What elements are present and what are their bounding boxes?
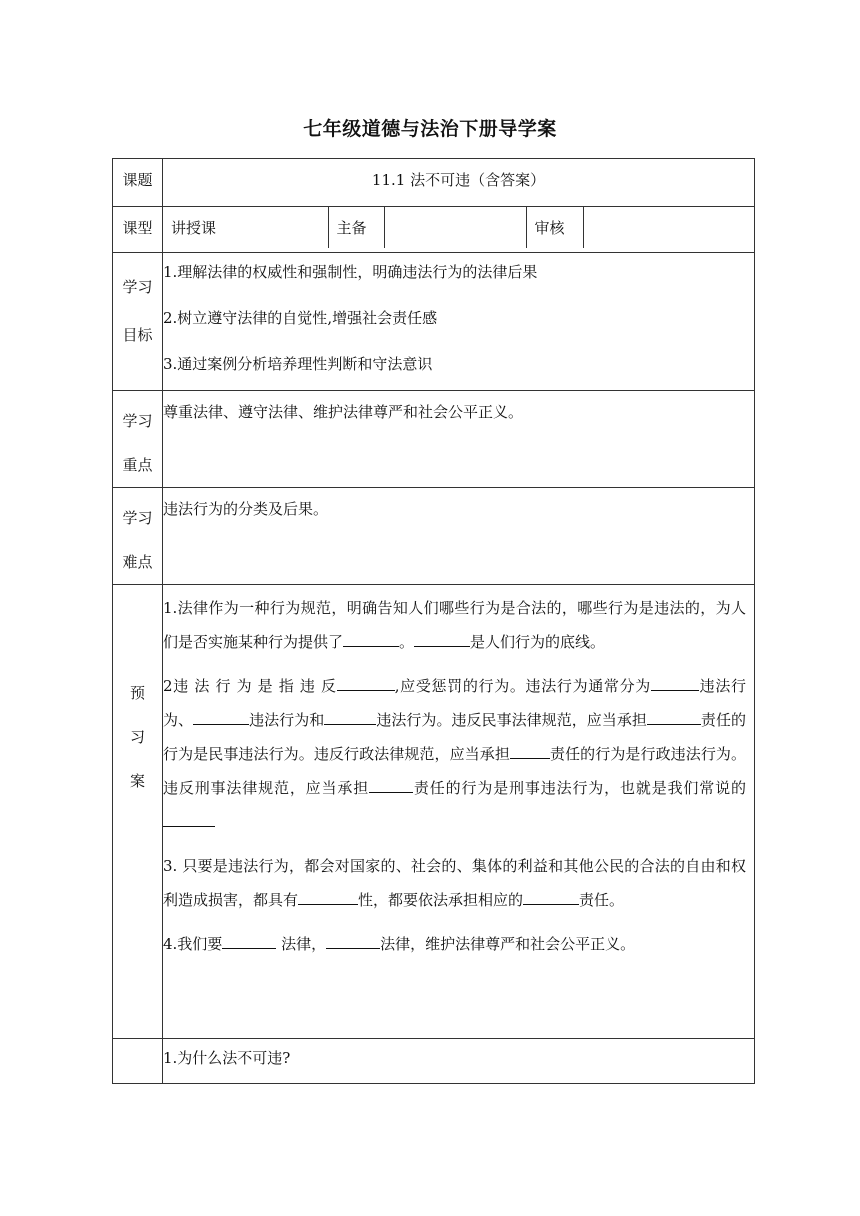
type-label: 课型: [113, 207, 163, 253]
preview-paragraph-2: 2违 法 行 为 是 指 违 反 ,应受惩罚的行为。违法行为通常分为 违法行为、 违法行为和 违法行为。违反民事法律规范，应当承担 责任的行为是民事违法行为。违反行政法律规范，应当承担 责任的行为是行政违法行为。违反刑事法律规范，应当承担 责任的行为是刑事违法行为，也就是我们常说的: [163, 669, 746, 839]
reviewer-value: [583, 207, 754, 248]
difficulties-label: 学习 难点: [113, 488, 163, 585]
answer-blank[interactable]: [324, 708, 376, 725]
topic-value: 11.1 法不可违（含答案）: [163, 159, 755, 207]
answer-blank[interactable]: [343, 630, 399, 647]
answer-blank[interactable]: [369, 776, 413, 793]
answer-blank[interactable]: [414, 630, 470, 647]
answer-blank[interactable]: [337, 674, 395, 691]
preview-paragraph-3: 3. 只要是违法行为，都会对国家的、社会的、集体的利益和其他公民的合法的自由和权利造成损害，都具有 性，都要依法承担相应的 责任。: [163, 857, 746, 909]
question-text: 1.为什么法不可违?: [163, 1039, 755, 1084]
preparer-label: 主备: [328, 207, 384, 248]
topic-label: 课题: [113, 159, 163, 207]
preview-paragraph-1: 1.法律作为一种行为规范，明确告知人们哪些行为是合法的，哪些行为是违法的，为人们是否实施某种行为提供了 。 是人们行为的底线。: [163, 599, 746, 651]
preview-content: [163, 585, 755, 1039]
answer-blank[interactable]: [193, 708, 249, 725]
answer-blank[interactable]: [163, 810, 215, 827]
goals-label: 学习 目标: [113, 253, 163, 391]
lesson-type-value: 讲授课: [171, 219, 217, 237]
goal-item: 1.理解法律的权威性和强制性，明确违法行为的法律后果: [163, 263, 538, 281]
preview-paragraph-4: 4.我们要 法律， 法律，维护法律尊严和社会公平正义。: [163, 927, 746, 961]
key-points-label: 学习 重点: [113, 391, 163, 488]
study-guide-table: [112, 158, 755, 1084]
preview-label: 预 习 案: [113, 585, 163, 1039]
page-title: 七年级道德与法治下册导学案: [303, 118, 557, 140]
answer-blank[interactable]: [326, 932, 380, 949]
answer-blank[interactable]: [510, 742, 550, 759]
answer-blank[interactable]: [523, 888, 579, 905]
answer-blank[interactable]: [222, 932, 276, 949]
answer-blank[interactable]: [651, 674, 699, 691]
question-label: [113, 1039, 163, 1084]
goal-item: 3.通过案例分析培养理性判断和守法意识: [163, 355, 433, 373]
difficulties-text: 违法行为的分类及后果。: [163, 488, 755, 585]
preparer-value: [384, 207, 526, 248]
answer-blank[interactable]: [298, 888, 358, 905]
answer-blank[interactable]: [647, 708, 701, 725]
reviewer-label: 审核: [526, 207, 583, 248]
key-points-text: 尊重法律、遵守法律、维护法律尊严和社会公平正义。: [163, 391, 755, 488]
goal-item: 2.树立遵守法律的自觉性,增强社会责任感: [163, 309, 438, 327]
type-subtable: [163, 207, 754, 248]
goals-list: [163, 253, 755, 391]
